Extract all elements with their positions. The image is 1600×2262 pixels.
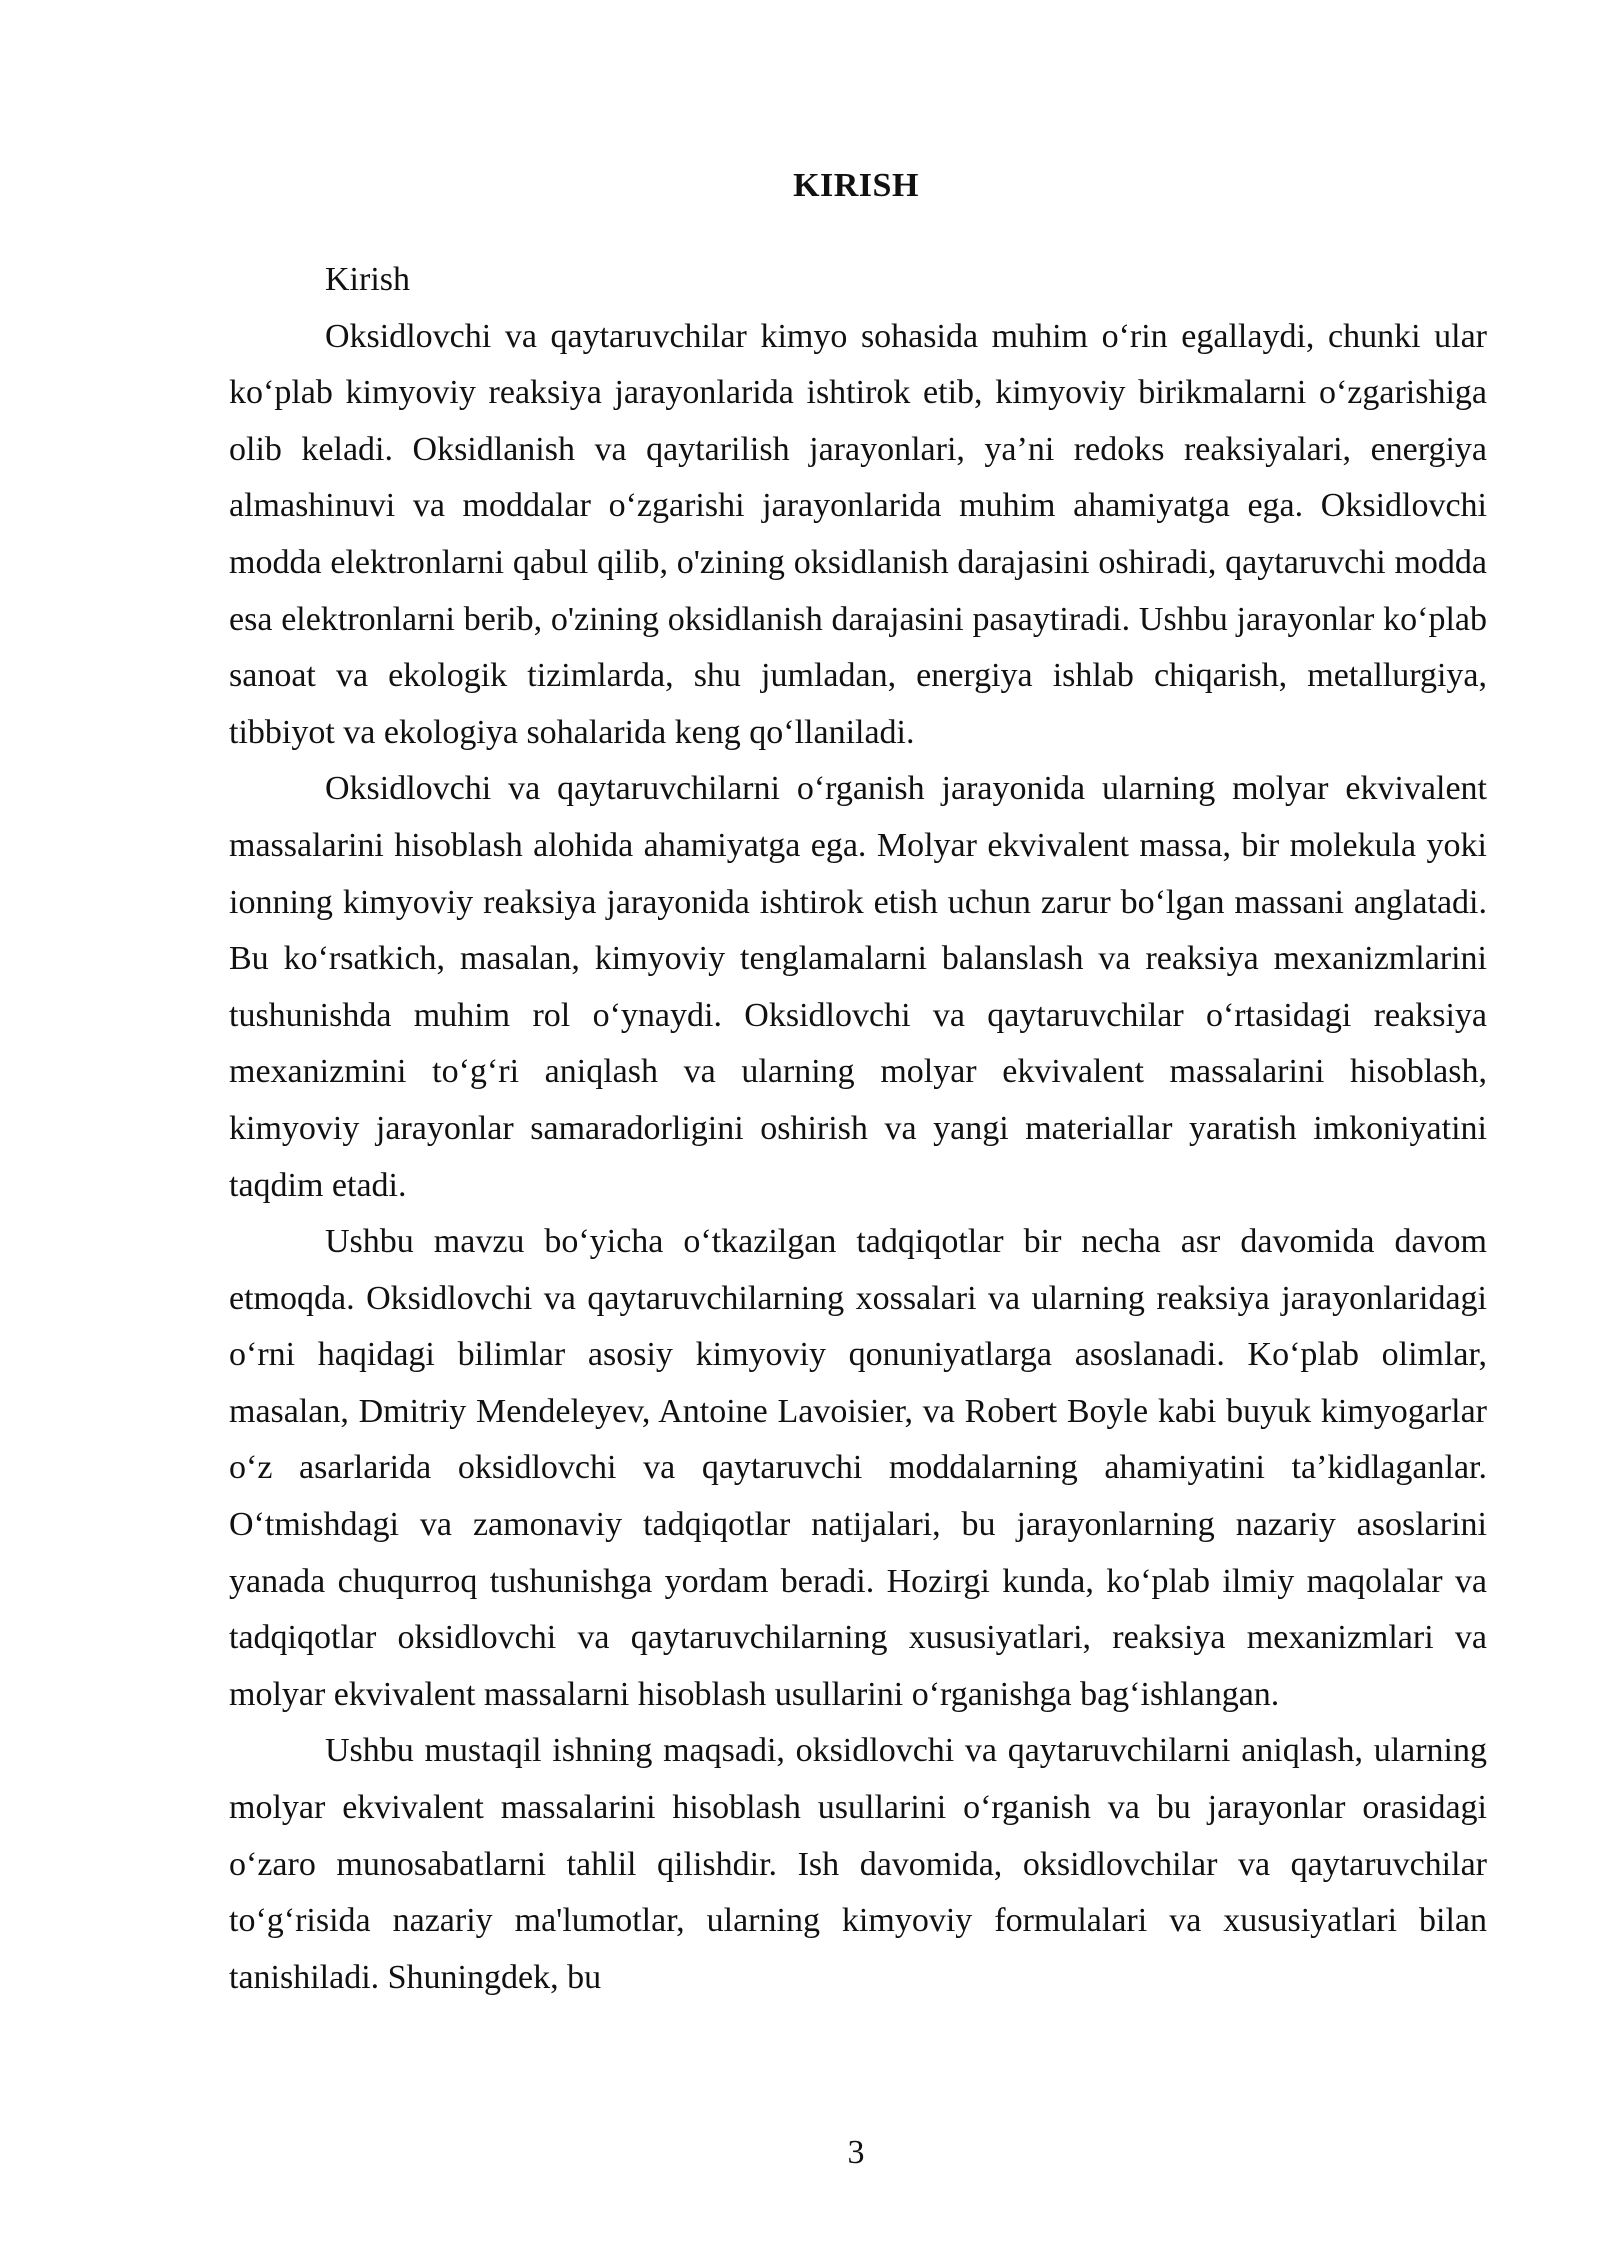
page-title: KIRISH [793,167,919,204]
paragraph: Ushbu mustaqil ishning maqsadi, oksidlovchi va qaytaruvchilarni aniqlash, ularning molyar ekvivalent massalarini hisoblash usullarini o‘rganish va bu jarayonlar orasidagi o‘zaro munosabatlarni tahlil qilishdir. Ish davomida, oksidlovchilar va qaytaruvchilar to‘g‘risida nazariy ma'lumotlar, ularning kimyoviy formulalari va xususiyatlari bilan tanishiladi. Shuningdek, bu [229,1732,1487,1996]
page-number: 3 [847,2134,865,2171]
paragraph: Ushbu mavzu bo‘yicha o‘tkazilgan tadqiqotlar bir necha asr davomida davom etmoqda. Oksidlovchi va qaytaruvchilarning xossalari va ularning reaksiya jarayonlaridagi o‘rni haqidagi bilimlar asosiy kimyoviy qonuniyatlarga asoslanadi. Ko‘plab olimlar, masalan, Dmitriy Mendeleyev, Antoine Lavoisier, va Robert Boyle kabi buyuk kimyogarlar o‘z asarlarida oksidlovchi va qaytaruvchi moddalarning ahamiyatini ta’kidlaganlar. O‘tmishdagi va zamonaviy tadqiqotlar natijalari, bu jarayonlarning nazariy asoslarini yanada chuqurroq tushunishga yordam beradi. Hozirgi kunda, ko‘plab ilmiy maqolalar va tadqiqotlar oksidlovchi va qaytaruvchilarning xususiyatlari, reaksiya mexanizmlari va molyar ekvivalent massalarni hisoblash usullarini o‘rganishga bag‘ishlangan. [229,1223,1487,1713]
paragraph-subheading: Kirish [325,261,410,298]
body-text [229,252,1487,2006]
paragraph: Oksidlovchi va qaytaruvchilarni o‘rganish jarayonida ularning molyar ekvivalent massalarini hisoblash alohida ahamiyatga ega. Molyar ekvivalent massa, bir molekula yoki ionning kimyoviy reaksiya jarayonida ishtirok etish uchun zarur bo‘lgan massani anglatadi. Bu ko‘rsatkich, masalan, kimyoviy tenglamalarni balanslash va reaksiya mexanizmlarini tushunishda muhim rol o‘ynaydi. Oksidlovchi va qaytaruvchilar o‘rtasidagi reaksiya mexanizmini to‘g‘ri aniqlash va ularning molyar ekvivalent massalarini hisoblash, kimyoviy jarayonlar samaradorligini oshirish va yangi materiallar yaratish imkoniyatini taqdim etadi. [229,770,1487,1204]
paragraph: Oksidlovchi va qaytaruvchilar kimyo sohasida muhim o‘rin egallaydi, chunki ular ko‘plab kimyoviy reaksiya jarayonlarida ishtirok etib, kimyoviy birikmalarni o‘zgarishiga olib keladi. Oksidlanish va qaytarilish jarayonlari, ya’ni redoks reaksiyalari, energiya almashinuvi va moddalar o‘zgarishi jarayonlarida muhim ahamiyatga ega. Oksidlovchi modda elektronlarni qabul qilib, o'zining oksidlanish darajasini oshiradi, qaytaruvchi modda esa elektronlarni berib, o'zining oksidlanish darajasini pasaytiradi. Ushbu jarayonlar ko‘plab sanoat va ekologik tizimlarda, shu jumladan, energiya ishlab chiqarish, metallurgiya, tibbiyot va ekologiya sohalarida keng qo‘llaniladi. [229,317,1487,751]
